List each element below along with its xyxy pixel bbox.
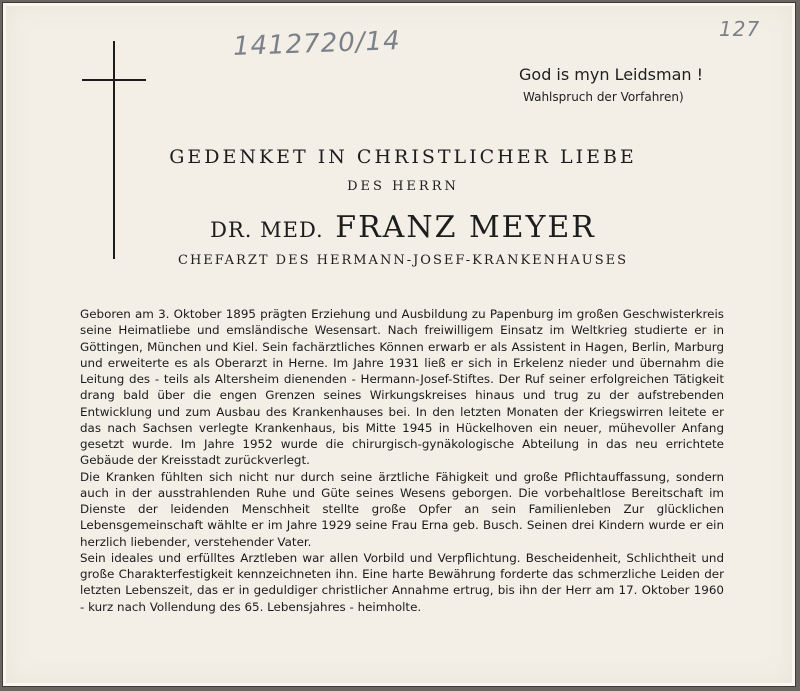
- heading-line-2: DES HERRN: [347, 179, 459, 194]
- handwritten-archive-number: 1412720/14: [232, 26, 402, 62]
- motto-source: Wahlspruch der Vorfahren): [523, 90, 684, 104]
- cross-icon-bar: [82, 79, 146, 81]
- handwritten-page-number: 127: [719, 17, 761, 41]
- deceased-name: [3, 210, 800, 245]
- heading-line-1: GEDENKET IN CHRISTLICHER LIEBE: [169, 146, 637, 168]
- name-main: FRANZ MEYER: [335, 210, 596, 245]
- biography-paragraph-2: Die Kranken fühlten sich nicht nur durch seine ärztliche Fähigkeit und große Pflichtauffassung, sondern auch in der ausstrahlenden Ruhe und Güte seines Wesens geborgen. Die vorbehaltlose Bereitschaft im Dienste der leidenden Menschheit stellte große Opfer an sein Familienleben Zur glücklichen Lebensgemeinschaft wählte er im Jahre 1929 seine Frau Erna geb. Busch. Seinen drei Kindern wurde er ein herzlich liebender, verstehender Vater.: [80, 469, 724, 549]
- biography-paragraph-1: Geboren am 3. Oktober 1895 prägten Erziehung und Ausbildung zu Papenburg im großen Geschwisterkreis seine Heimatliebe und emsländische Wesensart. Nach freiwilligem Einsatz im Weltkrieg studierte er in Göttingen, München und Kiel. Sein fachärztliches Können erwarb er als Assistent in Hagen, Berlin, Marburg und erweiterte es als Oberarzt in Herne. Im Jahre 1931 ließ er sich in Erkelenz nieder und übernahm die Leitung des - teils als Altersheim dienenden - Hermann-Josef-Stiftes. Der Ruf seiner erfolgreichen Tätigkeit drang bald über die engen Grenzen seines Wirkungskreises hinaus und trug zu der aufstrebenden Entwicklung und zum Ausbau des Krankenhauses bei. In den letzten Monaten der Kriegswirren leitete er das nach Sachsen verlegte Krankenhaus, bis Mitte 1945 in Hückelhoven ein neuer, mühevoller Anfang gesetzt wurde. Im Jahre 1952 wurde die chirurgisch-gynäkologische Abteilung in das neu errichtete Gebäude der Kreisstadt zurückverlegt.: [80, 307, 724, 468]
- biography-paragraph-3: Sein ideales und erfülltes Arztleben war allen Vorbild und Verpflichtung. Bescheidenheit, Schlichtheit und große Charakterfestigkeit kennzeichneten ihn. Eine harte Bewährung forderte das schmerzliche Leiden der letzten Lebenszeit, das er in geduldiger christlicher Annahme ertrug, bis ihn der Herr am 17. Oktober 1960 - kurz nach Vollendung des 65. Lebensjahres - heimholte.: [80, 550, 724, 614]
- position-title: CHEFARZT DES HERMANN-JOSEF-KRANKENHAUSES: [178, 253, 628, 268]
- biography: [80, 306, 724, 615]
- name-prefix: DR. MED.: [210, 218, 324, 242]
- motto-text: God is myn Leidsman !: [519, 65, 704, 84]
- memorial-card: [2, 2, 796, 687]
